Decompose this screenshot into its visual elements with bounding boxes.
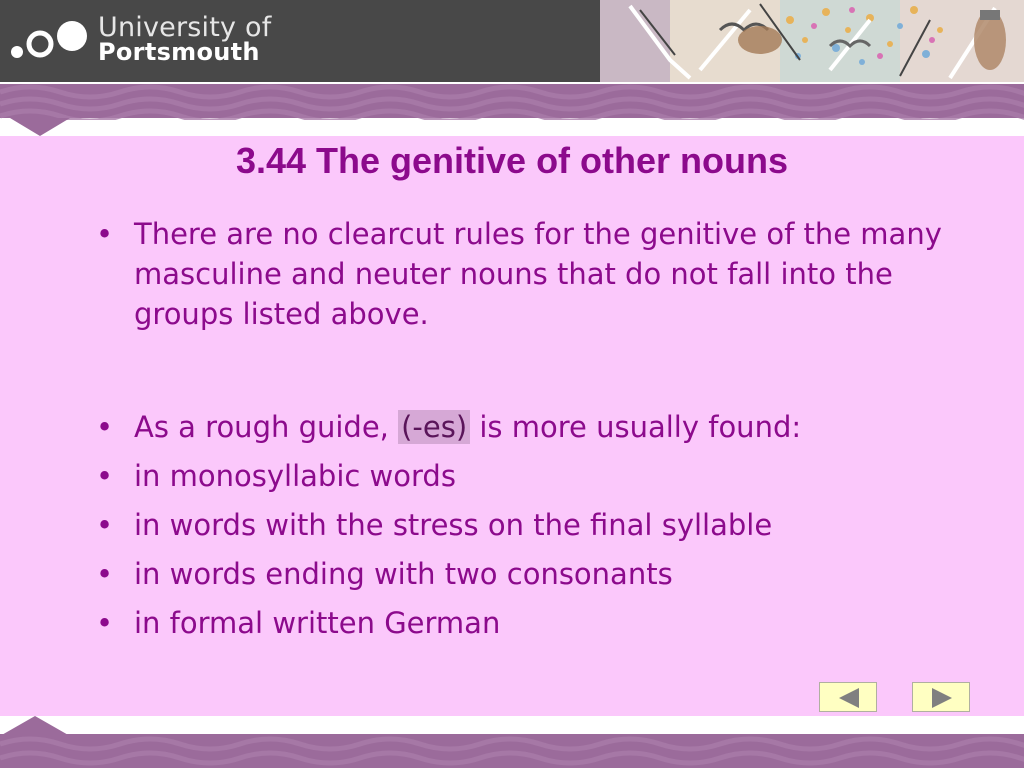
bullet-text: There are no clearcut rules for the genitive of the many masculine and neuter nouns that do not fall into the groups listed above. bbox=[134, 217, 942, 331]
list-item bbox=[96, 407, 976, 447]
site-header bbox=[0, 0, 1024, 82]
slide-title: 3.44 The genitive of other nouns bbox=[235, 140, 789, 181]
bullet-list-intro bbox=[96, 214, 976, 334]
bullet-text-before: As a rough guide, bbox=[134, 410, 399, 444]
header-collage-image bbox=[600, 0, 1024, 82]
bottom-notch-shape bbox=[0, 716, 70, 736]
bullet-icon: • bbox=[96, 459, 114, 493]
bullet-icon: • bbox=[96, 557, 114, 591]
triangle-left-icon bbox=[820, 683, 878, 713]
bullet-text: in words ending with two consonants bbox=[134, 557, 673, 591]
triangle-right-icon bbox=[913, 683, 971, 713]
genitive-ending-highlight: (-es) bbox=[398, 410, 470, 444]
bullet-icon: • bbox=[96, 508, 114, 542]
list-item bbox=[96, 554, 976, 594]
bullet-text: in formal written German bbox=[134, 606, 501, 640]
logo-university-text: University of bbox=[98, 12, 272, 43]
list-item bbox=[96, 603, 976, 643]
list-item bbox=[96, 505, 976, 545]
logo-portsmouth-text: Portsmouth bbox=[98, 38, 260, 66]
top-wave-band bbox=[0, 82, 1024, 120]
bullet-text: in monosyllabic words bbox=[134, 459, 456, 493]
bullet-icon: • bbox=[96, 217, 114, 251]
list-item bbox=[96, 456, 976, 496]
bullet-icon: • bbox=[96, 410, 114, 444]
top-notch-shape bbox=[0, 118, 70, 138]
bullet-text: in words with the stress on the final syllable bbox=[134, 508, 773, 542]
list-item bbox=[96, 214, 976, 334]
university-logo-icon bbox=[8, 14, 90, 66]
bullet-icon: • bbox=[96, 606, 114, 640]
previous-slide-button[interactable] bbox=[819, 682, 877, 712]
bullet-list-guide bbox=[96, 407, 976, 643]
bottom-wave-band bbox=[0, 734, 1024, 768]
next-slide-button[interactable] bbox=[912, 682, 970, 712]
bullet-text-after: is more usually found: bbox=[470, 410, 802, 444]
